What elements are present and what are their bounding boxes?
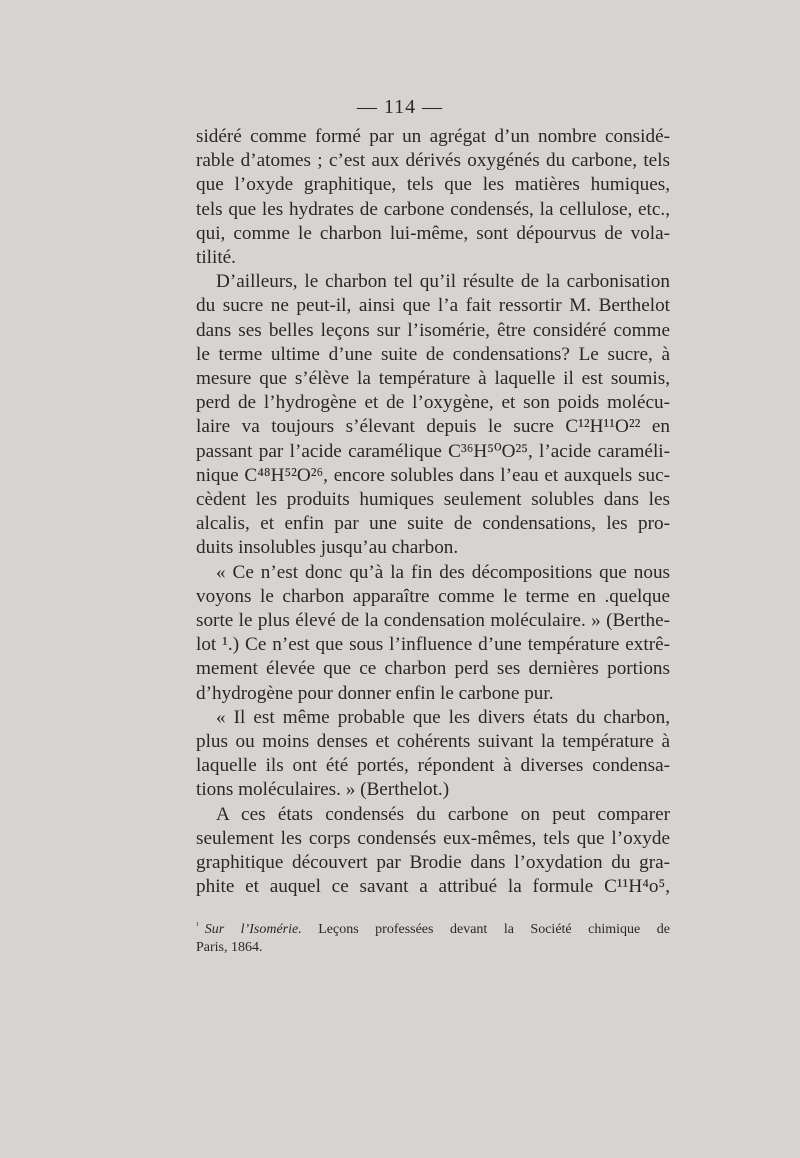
text-line: dans ses belles leçons sur l’isomérie, être considéré comme xyxy=(196,319,670,341)
text-line: le terme ultime d’une suite de condensations? Le sucre, à xyxy=(196,343,670,365)
text-line: que l’oxyde graphitique, tels que les matières humiques, xyxy=(196,174,670,196)
text-line: « Il est même probable que les divers états du charbon, xyxy=(216,706,670,728)
text-line: mesure que s’élève la température à laquelle il est soumis, xyxy=(196,368,670,390)
text-line: d’hydrogène pour donner enfin le carbone pur. xyxy=(196,682,554,704)
text-line: tions moléculaires. » (Berthelot.) xyxy=(196,779,450,801)
text-line: rable d’atomes ; c’est aux dérivés oxygénés du carbone, tels xyxy=(196,150,670,172)
footnote-line-1 xyxy=(196,916,670,939)
text-line: voyons le charbon apparaître comme le terme en .quelque xyxy=(196,585,670,607)
text-line: duits insolubles jusqu’au charbon. xyxy=(196,537,459,559)
text-line: tilité. xyxy=(196,247,236,269)
text-line: « Ce n’est donc qu’à la fin des décompositions que nous xyxy=(216,561,670,583)
footnote-text: Leçons professées devant la Société chimique de xyxy=(301,922,670,937)
text-line: lot ¹.) Ce n’est que sous l’influence d’une température extrê- xyxy=(196,634,670,656)
text-line: nique C⁴⁸H⁵²O²⁶, encore solubles dans l’eau et auxquels suc- xyxy=(196,464,670,486)
text-line: du sucre ne peut-il, ainsi que l’a fait ressortir M. Berthelot xyxy=(196,295,670,317)
text-line: sorte le plus élevé de la condensation moléculaire. » (Berthe- xyxy=(196,610,670,632)
text-line: sidéré comme formé par un agrégat d’un nombre considé- xyxy=(196,126,670,147)
footnote-mark: ¹ xyxy=(196,920,199,930)
text-line: seulement les corps condensés eux-mêmes, tels que l’oxyde xyxy=(196,827,670,849)
text-line: laquelle ils ont été portés, répondent à diverses condensa- xyxy=(196,755,670,777)
text-line: A ces états condensés du carbone on peut comparer xyxy=(216,803,670,825)
text-line: cèdent les produits humiques seulement solubles dans les xyxy=(196,489,670,511)
footnote-line-2: Paris, 1864. xyxy=(196,940,263,955)
text-line: perd de l’hydrogène et de l’oxygène, et son poids molécu- xyxy=(196,392,670,414)
footnote-title: Sur l’Isomérie. xyxy=(204,922,302,937)
text-line: plus ou moins denses et cohérents suivant la température à xyxy=(196,731,670,753)
text-line: passant par l’acide caramélique C³⁶H⁵⁰O²⁵, l’acide caraméli- xyxy=(196,440,670,462)
footnote xyxy=(196,916,670,957)
text-line: D’ailleurs, le charbon tel qu’il résulte de la carbonisation xyxy=(216,271,670,293)
text-line: mement élevée que ce charbon perd ses dernières portions xyxy=(196,658,670,680)
page-number: — 114 — xyxy=(356,96,444,118)
body-text xyxy=(196,125,670,900)
text-line: laire va toujours s’élevant depuis le sucre C¹²H¹¹O²² en xyxy=(196,416,670,438)
text-line: phite et auquel ce savant a attribué la formule C¹¹H⁴o⁵, xyxy=(196,876,670,898)
text-line: alcalis, et enfin par une suite de condensations, les pro- xyxy=(196,513,670,535)
text-line: qui, comme le charbon lui-même, sont dépourvus de vola- xyxy=(196,222,670,244)
text-line: graphitique découvert par Brodie dans l’oxydation du gra- xyxy=(196,852,670,874)
text-line: tels que les hydrates de carbone condensés, la cellulose, etc., xyxy=(196,198,670,220)
